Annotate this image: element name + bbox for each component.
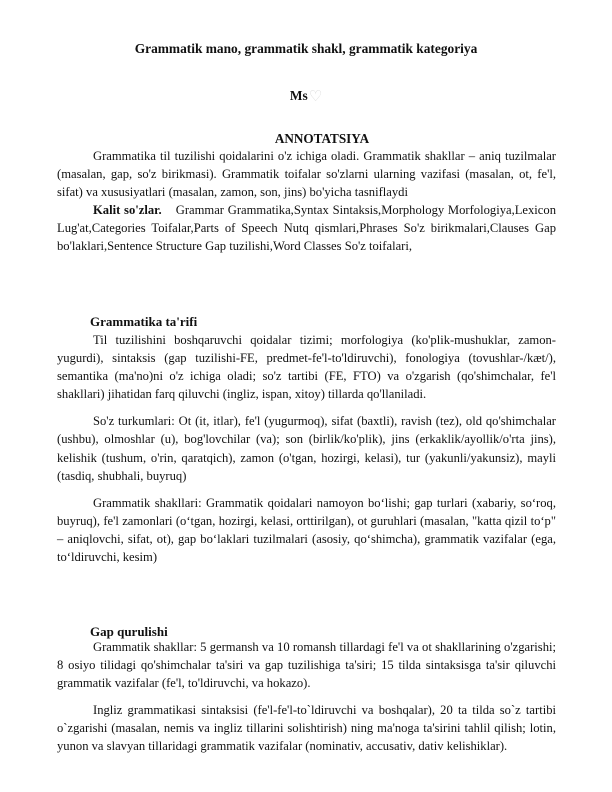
definition-paragraph-3: Grammatik shakllari: Grammatik qoidalari namoyon bo‘lishi; gap turlari (xabariy, so‘roq, buyruq), fe'l zamonlari (o‘tgan, hozirgi, kelasi, orttirilgan), ot guruhlari (masalan, "katta qizil to‘p" – aniqlovchi, sifat, ot), gap bo‘laklari tuzilmalari (asosiy, qo‘shimcha), grammatik vazifalar (ega, to‘ldiruvchi, kesim) [57, 495, 556, 565]
definition-paragraph-1: Til tuzilishini boshqaruvchi qoidalar tizimi; morfologiya (ko'plik-mushuklar, zamon-yugurdi), sintaksis (gap tuzilishi-FE, predmet-fe'l-to'ldiruvchi), fonologiya (tovushlar-/kæt/), semantika (ma'no)ni o'z ichiga oladi; so'z tartibi (FE, FTO) va o'zgarish (qo'shimchalar, fe'l shakllari) jihatidan farq qiluvchi (ingliz, ispan, xitoy) tillarda qo'llaniladi. [57, 333, 556, 402]
definition-block [57, 331, 556, 566]
document-title: Grammatik mano, grammatik shakl, grammatik kategoriya [134, 41, 478, 56]
annotation-heading: ANNOTATSIYA [274, 131, 370, 146]
definition-paragraph-2: So'z turkumlari: Ot (it, itlar), fe'l (yugurmoq), sifat (baxtli), ravish (tez), old qo'shimchalar (ushbu), olmoshlar (u), bog'lovchilar (va); son (birlik/ko'plik), jins (erkaklik/ayollik/o'rta jins), kelishik (tushum, o'rin, qaratqich), zamon (o'tgan, hozirgi, kelasi), tur (yakunli/yakunsiz), mayli (tasdiq, shubhali, buyruq) [57, 414, 556, 483]
heart-icon: ♡ [308, 89, 323, 105]
keywords-paragraph [57, 201, 556, 255]
keywords-label: Kalit so'zlar. [93, 203, 162, 218]
section-heading-structure: Gap qurulishi [90, 624, 168, 639]
annotation-text: Grammatika til tuzilishi qoidalarini o'z ichiga oladi. Grammatik shakllar – aniq tuzilmalar (masalan, gap, so'z birikmasi). Grammatik toifalar so'zlarni ularning vazifasi (masalan, ot, fe'l, sifat) va xususiyatlari (masalan, zamon, son, jins) bo'yicha tasniflaydi [57, 149, 556, 200]
structure-paragraph-2: Ingliz grammatikasi sintaksisi (fe'l-fe'l-to`ldiruvchi va boshqalar), 20 ta tilda so`z tartibi o`zgarishi (masalan, nemis va ingliz tillarini solishtirish) ning ma'noga ta'sirini tahlil qilish; lotin, yunon va slavyan tillaridagi grammatik vazifalar (nominativ, accusativ, dativ kelishiklar). [57, 703, 556, 754]
keywords-list: Grammar Grammatika,Syntax Sintaksis,Morphology Morfologiya,Lexicon Lug'at,Categories Toifalar,Parts of Speech Nutq qismlari,Phrases So'z birikmalari,Clauses Gap bo'laklari,Sentence Structure Gap tuzilishi,Word Classes So'z toifalari, [57, 203, 556, 254]
annotation-block [57, 147, 556, 256]
author-line [0, 88, 612, 105]
author-name: Ms [289, 88, 308, 103]
section-heading-definition: Grammatika ta'rifi [90, 314, 198, 329]
structure-paragraph-1: Grammatik shakllar: 5 germansh va 10 romansh tillardagi fe'l va ot shakllarining o'zgarishi; 8 osiyo tilidagi qo'shimchalar ta'siri va gap tuzilishiga ta'siri; 15 tilda sintaksisga ta'sir qiluvchi grammatik vazifalar (fe'l, to'ldiruvchi, va hokazo). [57, 640, 556, 691]
structure-block [57, 638, 556, 756]
